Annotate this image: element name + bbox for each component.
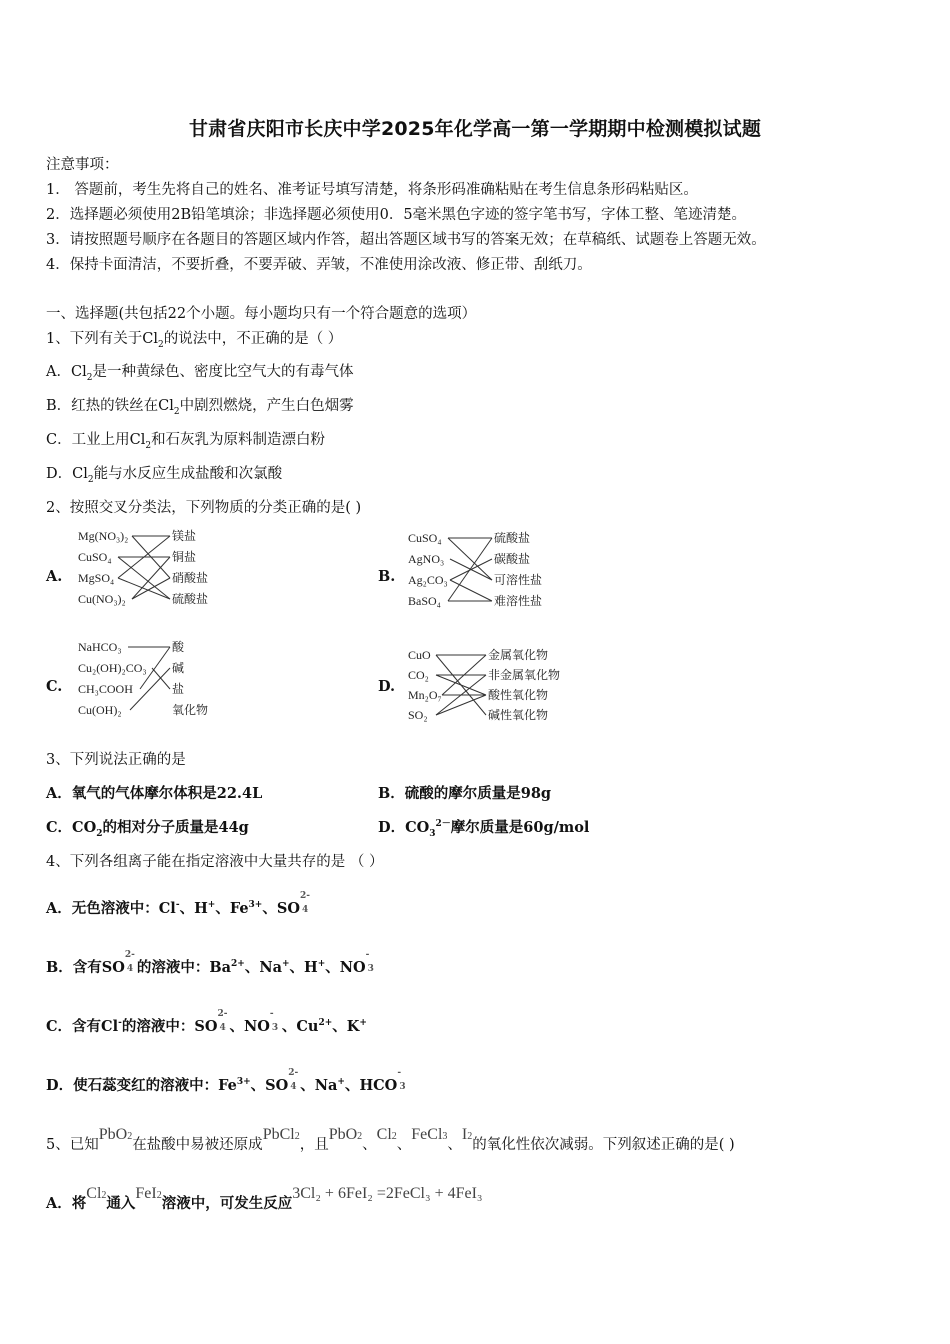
q4-option-d[interactable]: D．使石蕊变红的溶液中：$Fe^{3+}$、SO 2- 4 、Na+、HCO - 3 bbox=[46, 1068, 406, 1094]
q4-option-b[interactable]: B．含有SO 2- 4 的溶液中：$Ba^{2+}$、Na+、H+、NO - 3 bbox=[46, 950, 374, 976]
diagram-left-item: Ag₂CO₃ bbox=[408, 573, 448, 587]
q3-option-c[interactable]: C．$CO_2$的相对分子质量是44g bbox=[46, 819, 249, 839]
diagram-left-item: AgNO₃ bbox=[408, 552, 445, 566]
diagram-right-item: 酸 bbox=[172, 640, 185, 654]
diagram-right-item: 可溶性盐 bbox=[494, 573, 543, 587]
diagram-right-item: 金属氧化物 bbox=[488, 648, 549, 662]
q1-option-d[interactable]: D．$Cl_2$能与水反应生成盐酸和次氯酸 bbox=[46, 466, 283, 485]
diagram-left-item: MgSO₄ bbox=[78, 571, 115, 585]
diagram-right-item: 镁盐 bbox=[172, 529, 197, 543]
q3-option-d[interactable]: D．$CO_3^{2-}$摩尔质量是60g/mol bbox=[378, 819, 590, 839]
q3-option-a[interactable]: A．氧气的气体摩尔体积是22.4L bbox=[46, 785, 263, 802]
question-3-stem: 3、下列说法正确的是 bbox=[46, 752, 186, 768]
diagram-left-item: CuSO₄ bbox=[78, 550, 112, 564]
q2-diagram-a bbox=[74, 526, 234, 612]
diagram-left-item: Mn₂O₇ bbox=[408, 688, 442, 702]
diagram-right-item: 难溶性盐 bbox=[494, 594, 543, 608]
question-1-stem: 1、下列有关于$Cl_2$的说法中，不正确的是（ ） bbox=[46, 331, 343, 350]
notice-item: 4．保持卡面清洁，不要折叠，不要弄破、弄皱，不准使用涂改液、修正带、刮纸刀。 bbox=[46, 257, 592, 273]
diagram-right-item: 盐 bbox=[172, 682, 185, 696]
notice-item: 1． 答题前，考生先将自己的姓名、准考证号填写清楚，将条形码准确粘贴在考生信息条形码粘贴区。 bbox=[46, 182, 698, 198]
diagram-left-item: SO₂ bbox=[408, 708, 428, 722]
diagram-right-item: 碳酸盐 bbox=[494, 552, 531, 566]
diagram-left-item: Cu(OH)₂ bbox=[78, 703, 122, 717]
diagram-left-item: Cu(NO₃)₂ bbox=[78, 592, 126, 606]
diagram-left-item: Cu₂(OH)₂CO₃ bbox=[78, 661, 147, 675]
diagram-left-item: NaHCO₃ bbox=[78, 640, 122, 654]
q1-option-a[interactable]: A．$Cl_2$是一种黄绿色、密度比空气大的有毒气体 bbox=[46, 364, 354, 383]
diagram-right-item: 酸性氧化物 bbox=[488, 688, 549, 702]
diagram-right-item: 非金属氧化物 bbox=[488, 668, 561, 682]
diagram-left-item: CuO bbox=[408, 648, 431, 662]
diagram-right-item: 铜盐 bbox=[172, 550, 197, 564]
diagram-left-item: CO₂ bbox=[408, 668, 429, 682]
question-4-stem: 4、下列各组离子能在指定溶液中大量共存的是 （ ） bbox=[46, 854, 384, 870]
q2-option-b-label[interactable]: B. bbox=[378, 568, 396, 585]
diagram-left-item: CH₃COOH bbox=[78, 682, 133, 696]
q1-option-c[interactable]: C．工业上用$Cl_2$和石灰乳为原料制造漂白粉 bbox=[46, 432, 326, 451]
diagram-left-item: BaSO₄ bbox=[408, 594, 441, 608]
diagram-left-item: CuSO₄ bbox=[408, 531, 442, 545]
diagram-right-item: 碱性氧化物 bbox=[488, 708, 549, 722]
q2-option-c-label[interactable]: C. bbox=[46, 678, 63, 695]
q3-option-b[interactable]: B．硫酸的摩尔质量是98g bbox=[378, 785, 552, 802]
q2-diagram-b bbox=[404, 528, 564, 614]
diagram-right-item: 硫酸盐 bbox=[172, 592, 209, 606]
diagram-right-item: 硝酸盐 bbox=[172, 571, 209, 585]
diagram-right-item: 氧化物 bbox=[172, 703, 209, 717]
q5-option-a[interactable]: A．将Cl2通入FeI2溶液中，可发生反应3Cl₂ + 6FeI₂ =2FeCl₃ + 4FeI₃ bbox=[46, 1185, 483, 1212]
q2-option-d-label[interactable]: D. bbox=[378, 678, 396, 695]
page-title: 甘肃省庆阳市长庆中学2025年化学高一第一学期期中检测模拟试题 bbox=[188, 118, 762, 140]
diagram-right-item: 碱 bbox=[172, 661, 185, 675]
q4-option-a[interactable]: A．无色溶液中：Cl-、H+、$Fe^{3+}$、SO 2- 4 bbox=[46, 891, 310, 917]
diagram-left-item: Mg(NO₃)₂ bbox=[78, 529, 129, 543]
diagram-right-item: 硫酸盐 bbox=[494, 531, 531, 545]
question-5-stem: 5、已知PbO2在盐酸中易被还原成PbCl2，且PbO2、Cl2、FeCl3、I2的氧化性依次减弱。下列叙述正确的是( ) bbox=[46, 1126, 735, 1153]
notice-item: 3．请按照题号顺序在各题目的答题区域内作答，超出答题区域书写的答案无效；在草稿纸、试题卷上答题无效。 bbox=[46, 232, 766, 248]
q2-diagram-d bbox=[404, 645, 574, 731]
q2-option-a-label[interactable]: A. bbox=[46, 568, 63, 585]
notice-heading: 注意事项： bbox=[46, 157, 119, 173]
section-heading: 一、选择题(共包括22个小题。每小题均只有一个符合题意的选项） bbox=[46, 306, 477, 322]
notice-item: 2．选择题必须使用2B铅笔填涂；非选择题必须使用0．5毫米黑色字迹的签字笔书写，字体工整、笔迹清楚。 bbox=[46, 207, 747, 223]
question-2-stem: 2、按照交叉分类法，下列物质的分类正确的是( ) bbox=[46, 500, 362, 516]
q1-option-b[interactable]: B．红热的铁丝在$Cl_2$中剧烈燃烧，产生白色烟雾 bbox=[46, 398, 354, 417]
q2-diagram-c bbox=[74, 637, 244, 723]
q4-option-c[interactable]: C．含有Cl-的溶液中：SO 2- 4 、NO - 3 、$Cu^{2+}$、K+ bbox=[46, 1009, 367, 1035]
